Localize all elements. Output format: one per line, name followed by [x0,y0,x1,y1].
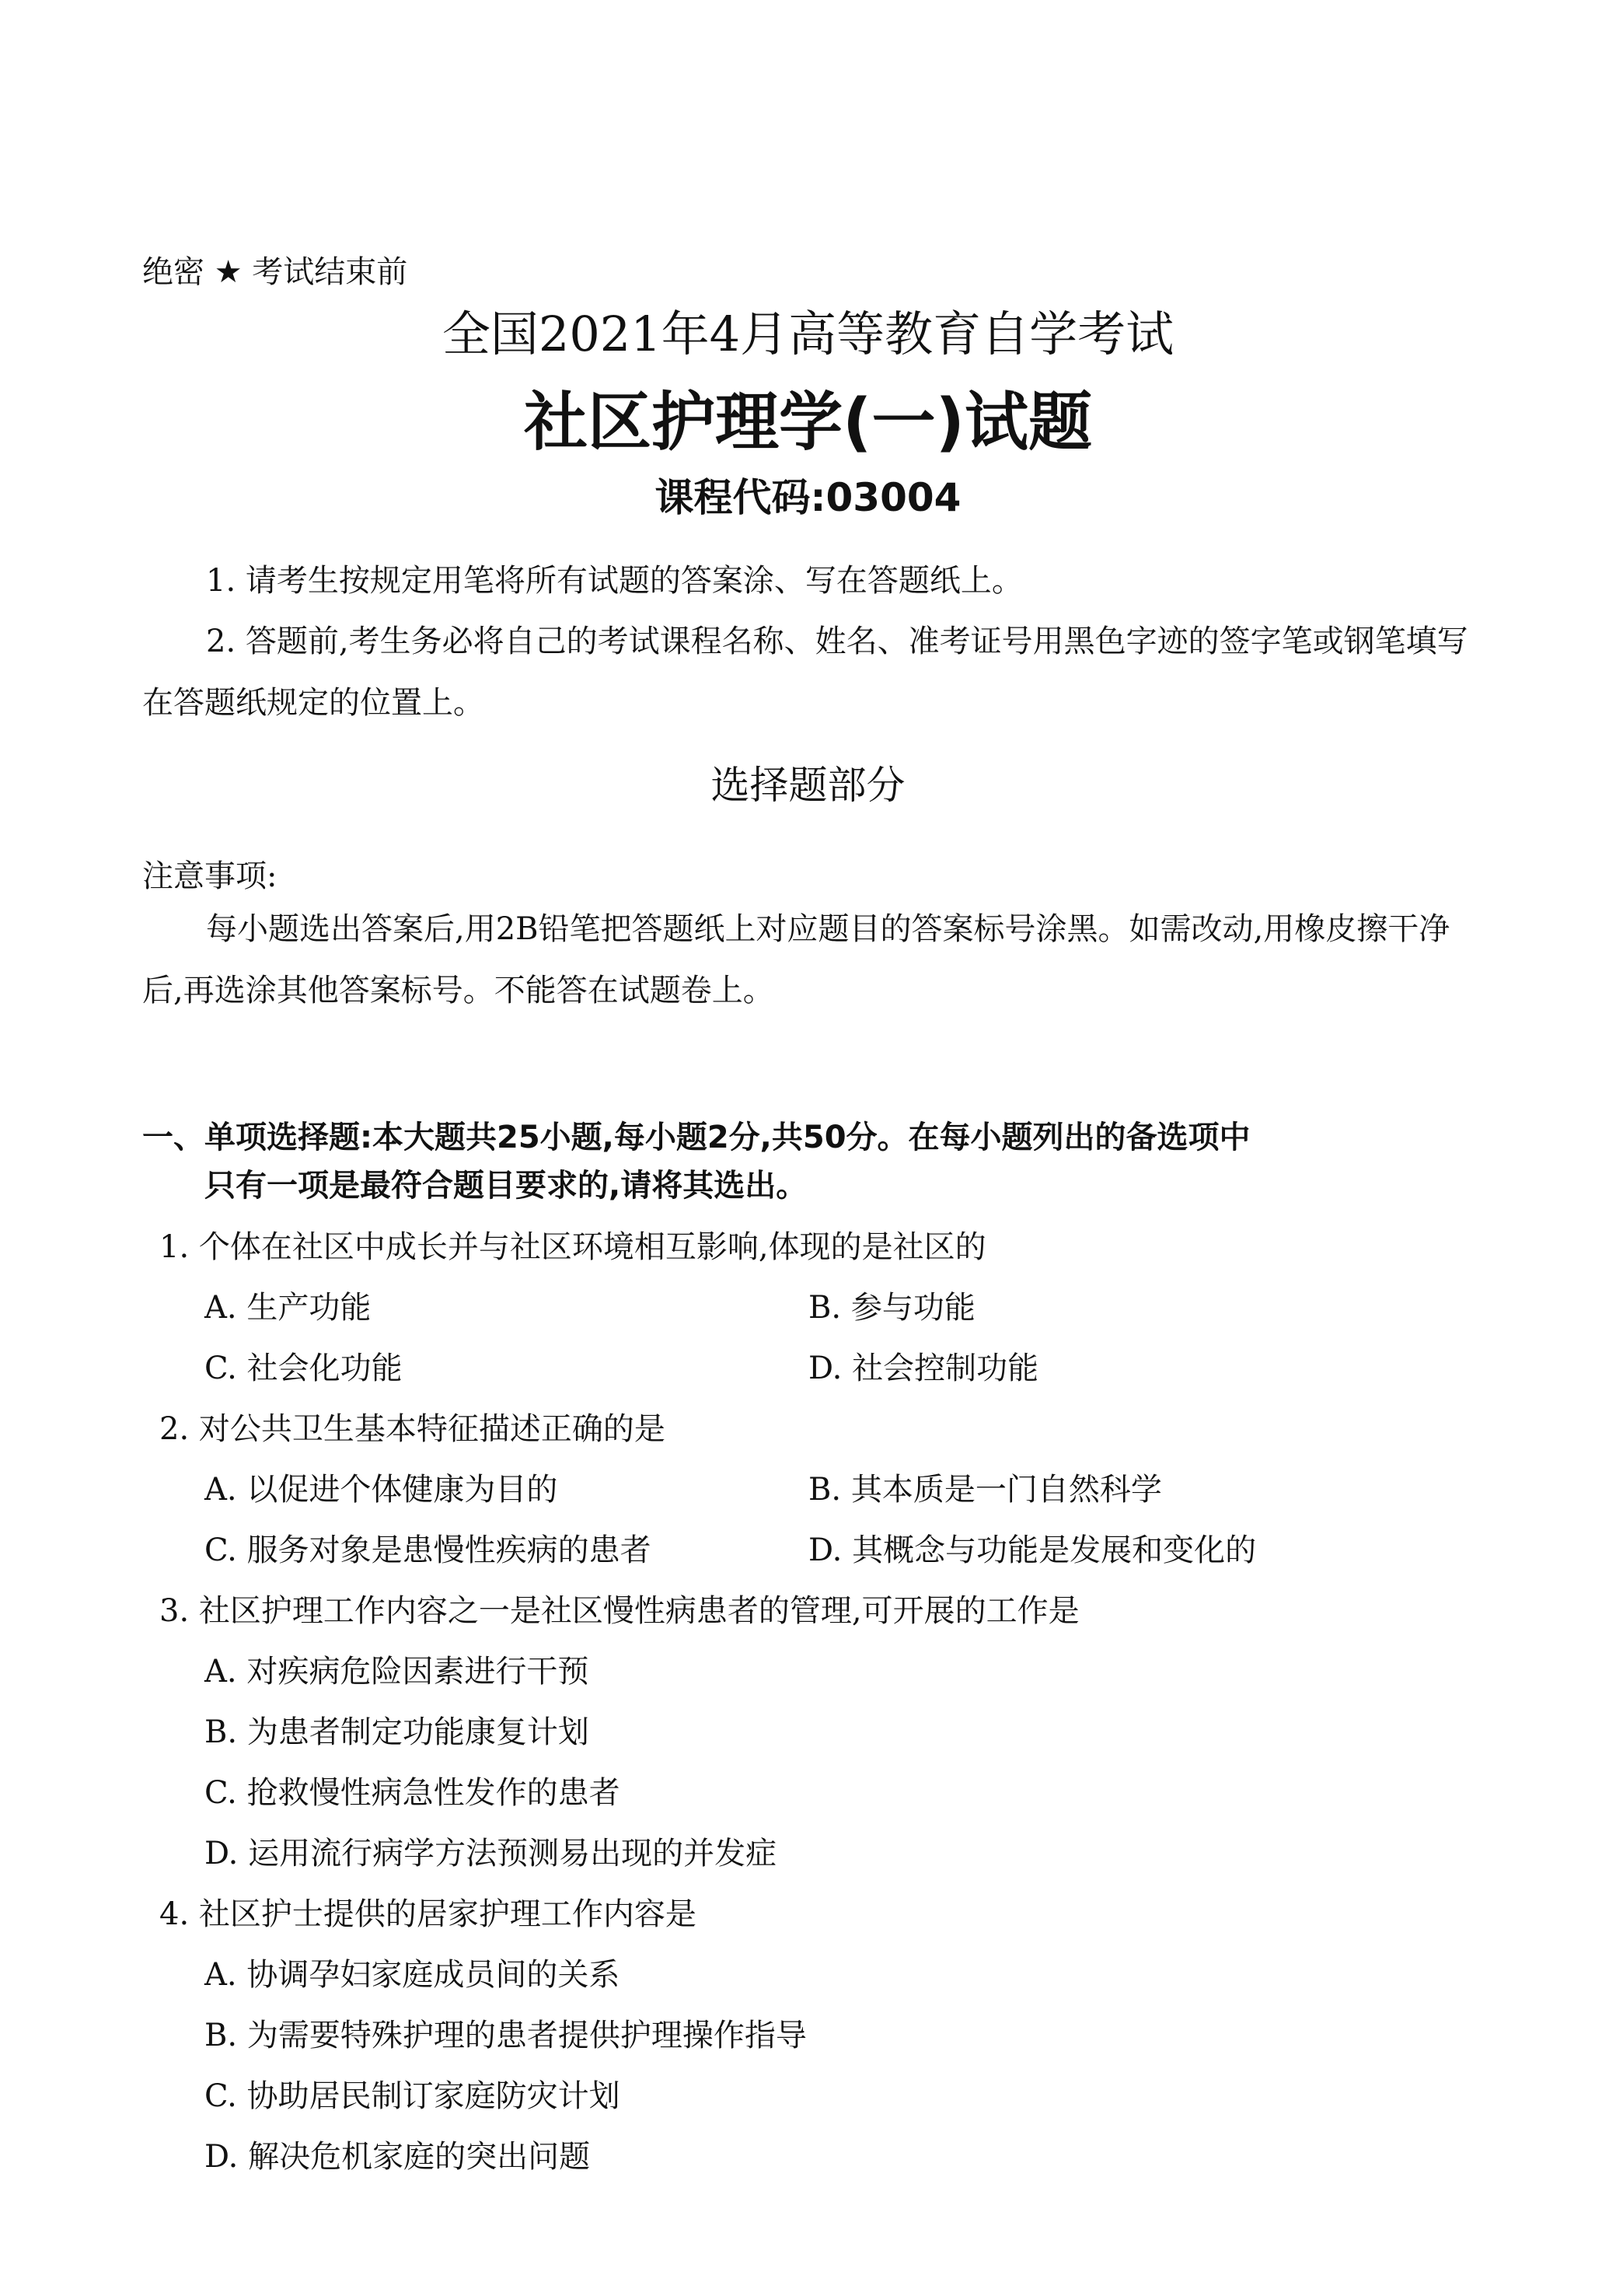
question-2-stem: 2. 对公共卫生基本特征描述正确的是 [159,1411,665,1447]
subject-title: 社区护理学(一)试题 [524,386,1092,460]
question-1-option-c: C. 社会化功能 [204,1351,403,1386]
question-4-option-c: C. 协助居民制订家庭防灾计划 [204,2078,620,2114]
question-2-option-b: B. 其本质是一门自然科学 [808,1472,1162,1508]
exam-title: 全国2021年4月高等教育自学考试 [442,306,1174,362]
instruction-2: 2. 答题前,考生务必将自己的考试课程名称、姓名、准考证号用黑色字迹的签字笔或钢笔填写在答题纸规定的位置上。 [142,624,1468,721]
question-1-option-d: D. 社会控制功能 [808,1351,1039,1386]
secret-label: 绝密 ★ 考试结束前 [142,254,408,290]
question-1-stem: 1. 个体在社区中成长并与社区环境相互影响,体现的是社区的 [159,1229,986,1265]
question-4-stem: 4. 社区护士提供的居家护理工作内容是 [159,1896,696,1932]
part-one-heading-line1: 一、单项选择题:本大题共25小题,每小题2分,共50分。在每小题列出的备选项中 [142,1120,1251,1155]
question-3-option-c: C. 抢救慢性病急性发作的患者 [204,1775,620,1811]
question-3-stem: 3. 社区护理工作内容之一是社区慢性病患者的管理,可开展的工作是 [159,1593,1080,1629]
notice-text: 每小题选出答案后,用2B铅笔把答题纸上对应题目的答案标号涂黑。如需改动,用橡皮擦干净后,再选涂其他答案标号。不能答在试题卷上。 [142,911,1450,1008]
instruction-1: 1. 请考生按规定用笔将所有试题的答案涂、写在答题纸上。 [206,563,1023,599]
question-2-option-d: D. 其概念与功能是发展和变化的 [808,1532,1257,1568]
question-2-option-c: C. 服务对象是患慢性疾病的患者 [204,1532,651,1568]
question-4-option-a: A. 协调孕妇家庭成员间的关系 [204,1957,620,1993]
part-one-heading-line2: 只有一项是最符合题目要求的,请将其选出。 [204,1168,808,1204]
question-1-option-b: B. 参与功能 [808,1290,976,1326]
question-3-option-a: A. 对疾病危险因素进行干预 [204,1654,589,1690]
question-4-option-b: B. 为需要特殊护理的患者提供护理操作指导 [204,2018,807,2053]
question-3-option-d: D. 运用流行病学方法预测易出现的并发症 [204,1836,777,1871]
section-title: 选择题部分 [710,763,906,808]
notice-label: 注意事项: [142,858,277,894]
part-one-heading [142,1113,1479,1210]
question-4-option-d: D. 解决危机家庭的突出问题 [204,2139,591,2175]
question-1-option-a: A. 生产功能 [204,1290,372,1326]
course-code: 课程代码:03004 [654,475,962,520]
question-3-option-b: B. 为患者制定功能康复计划 [204,1714,589,1750]
question-2-option-a: A. 以促进个体健康为目的 [204,1472,558,1508]
